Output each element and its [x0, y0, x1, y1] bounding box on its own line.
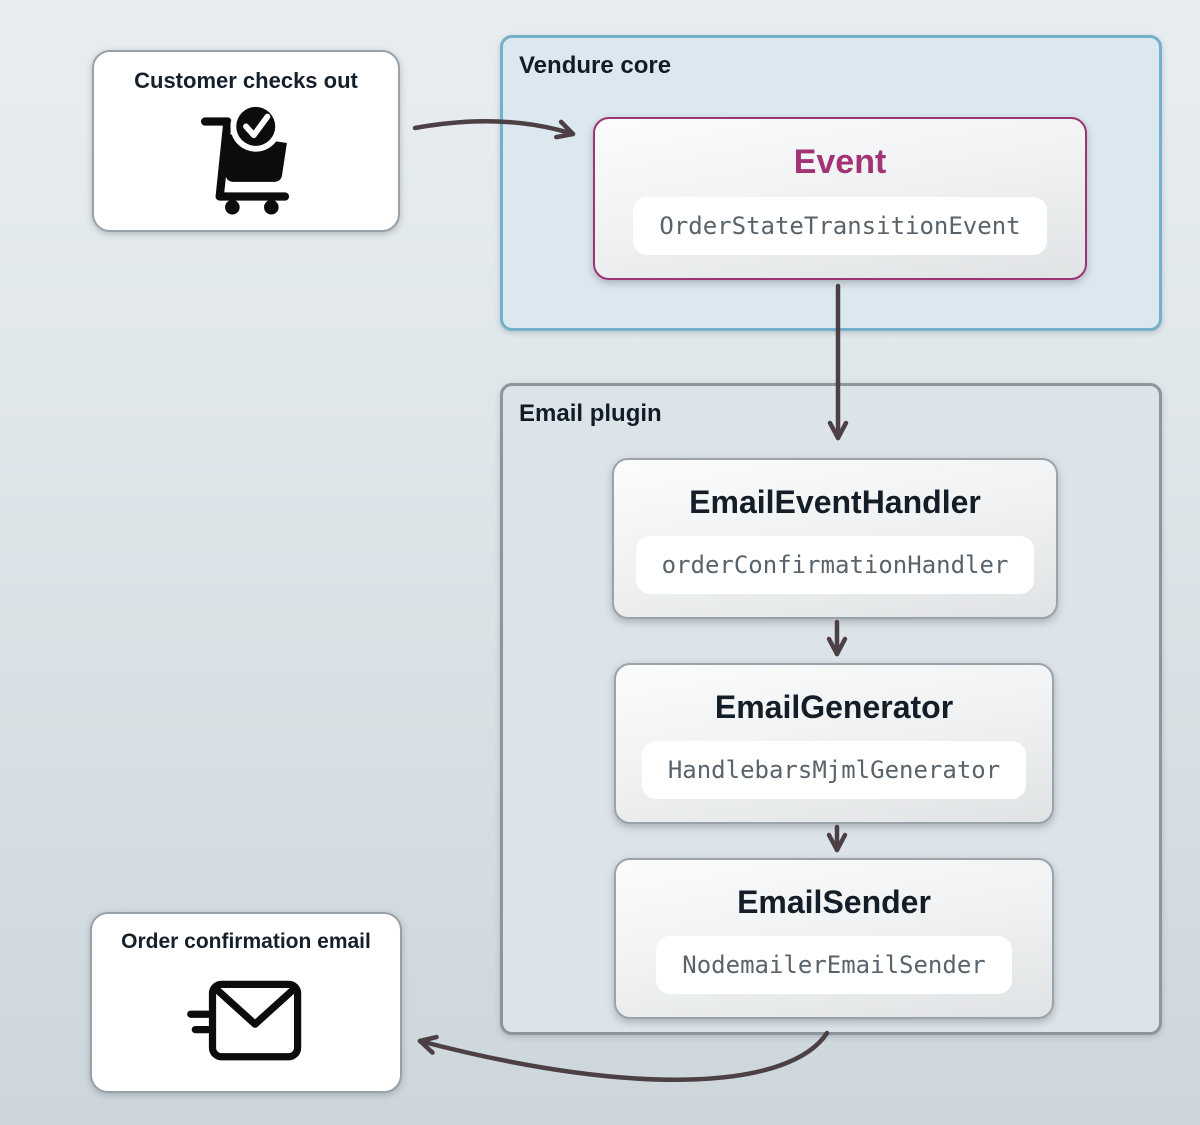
email-generator-title: EmailGenerator — [714, 688, 954, 725]
event-node-title: Event — [793, 142, 887, 181]
email-sender-code-pill: NodemailerEmailSender — [656, 936, 1011, 994]
email-send-icon — [184, 978, 308, 1064]
customer-checkout-title: Customer checks out — [134, 68, 358, 93]
email-event-handler-code-pill: orderConfirmationHandler — [636, 536, 1035, 594]
email-sender-title: EmailSender — [737, 883, 931, 920]
vendure-core-label: Vendure core — [519, 52, 672, 79]
email-event-handler-title: EmailEventHandler — [689, 483, 981, 520]
email-event-handler-node — [612, 458, 1058, 619]
email-generator-node — [614, 663, 1054, 824]
email-sender-node — [614, 858, 1054, 1019]
order-confirmation-node — [90, 912, 402, 1093]
order-confirmation-title: Order confirmation email — [121, 930, 371, 953]
customer-checkout-node — [92, 50, 400, 232]
arrow-sender-to-email — [420, 1033, 827, 1080]
event-node — [593, 117, 1087, 280]
email-generator-code-pill: HandlebarsMjmlGenerator — [642, 741, 1026, 799]
event-code-pill: OrderStateTransitionEvent — [633, 197, 1046, 255]
cart-check-icon — [196, 104, 296, 216]
email-plugin-label: Email plugin — [519, 400, 662, 427]
